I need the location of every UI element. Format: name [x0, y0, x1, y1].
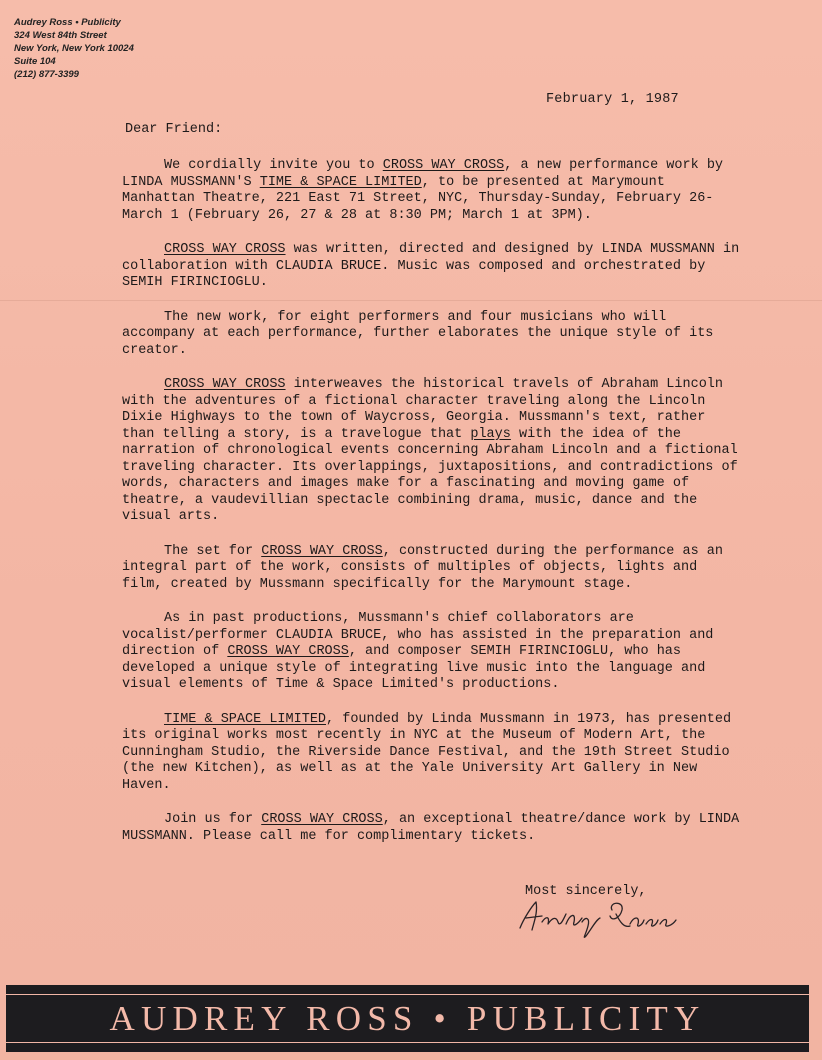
letterhead-suite: Suite 104	[14, 56, 56, 67]
body-paragraph	[122, 712, 744, 795]
footer-title: AUDREY ROSS • PUBLICITY	[109, 998, 706, 1038]
paragraph-text: We cordially invite you to	[164, 158, 383, 173]
letterhead-name: Audrey Ross • Publicity	[14, 17, 121, 28]
footer-band	[6, 985, 809, 1052]
paragraph-text: was written, directed and designed by LINDA MUSSMANN in collaboration with CLAUDIA BRUCE. Music was composed and orchestrated by SEMIH FIRINCIOGLU.	[122, 242, 740, 290]
paragraph-text: , a new performance work by LINDA MUSSMANN'S	[122, 158, 724, 190]
letterhead	[14, 16, 134, 81]
paragraph-text: The set for	[164, 543, 262, 559]
letterhead-street: 324 West 84th Street	[14, 30, 107, 41]
underlined-title: CROSS WAY CROSS	[261, 812, 383, 827]
paragraph-text: As in past productions, Mussmann's chief collaborators are vocalist/performer CLAUDIA BRUCE, who has assisted in the preparation and direction of	[122, 611, 714, 659]
underlined-title: CROSS WAY CROSS	[164, 377, 286, 392]
paragraph-text: interweaves the historical travels of Abraham Lincoln with the adventures of a fictional character traveling along the Lincoln Dixie Highways to the town of Waycross, Georgia. Mussmann's text, rather than telling a story, is a travelogue that	[122, 377, 724, 442]
salutation: Dear Friend:	[125, 122, 223, 137]
underlined-title: plays	[470, 426, 511, 442]
paragraph-text: , an exceptional theatre/dance work by LINDA MUSSMANN. Please call me for complimentary tickets.	[122, 812, 740, 844]
paragraph-text: , and composer SEMIH FIRINCIOGLU, who has developed a unique style of integrating live music into the language and visual elements of Time & Space Limited's productions.	[122, 644, 706, 692]
body-paragraph	[122, 544, 744, 594]
letter-date: February 1, 1987	[546, 92, 679, 107]
paragraph-text: with the idea of the narration of chronological events concerning Abraham Lincoln and a fictional traveling character. Its overlappings, juxtapositions, and contradictions of words, characters and images make for a fascinating and moving game of theatre, a vaudevillian spectacle combining drama, music, dance and the visual arts.	[122, 426, 738, 524]
letter-body	[122, 158, 744, 863]
underlined-title: TIME & SPACE LIMITED	[259, 174, 422, 190]
signature-image	[512, 888, 687, 943]
body-paragraph	[122, 158, 744, 224]
body-paragraph	[122, 310, 744, 360]
underlined-title: CROSS WAY CROSS	[164, 242, 286, 257]
underlined-title: CROSS WAY CROSS	[227, 644, 349, 659]
underlined-title: CROSS WAY CROSS	[382, 158, 505, 173]
body-paragraph	[122, 242, 744, 292]
letterhead-city: New York, New York 10024	[14, 43, 134, 54]
body-paragraph	[122, 611, 744, 694]
paragraph-text: , constructed during the performance as an integral part of the work, consists of multiples of objects, lights and film, created by Mussmann specifically for the Marymount stage.	[122, 543, 724, 592]
letterhead-phone: (212) 877-3399	[14, 69, 79, 80]
body-paragraph	[122, 812, 744, 845]
paragraph-text: The new work, for eight performers and four musicians who will accompany at each performance, further elaborates the unique style of its creator.	[122, 309, 714, 358]
paragraph-text: , founded by Linda Mussmann in 1973, has presented its original works most recently in NYC at the Museum of Modern Art, the Cunningham Studio, the Riverside Dance Festival, and the 19th Street Studio (the new Kitchen), as well as at the Yale University Art Gallery in New Haven.	[122, 711, 732, 793]
underlined-title: TIME & SPACE LIMITED	[164, 711, 327, 727]
closing: Most sincerely,	[525, 884, 647, 899]
paragraph-text: , to be presented at Marymount Manhattan Theatre, 221 East 71 Street, NYC, Thursday-Sunday, February 26-March 1 (February 26, 27 & 28 at 8:30 PM; March 1 at 3PM).	[122, 174, 714, 223]
paragraph-text: Join us for	[164, 812, 262, 827]
body-paragraph	[122, 377, 744, 526]
underlined-title: CROSS WAY CROSS	[261, 543, 383, 559]
